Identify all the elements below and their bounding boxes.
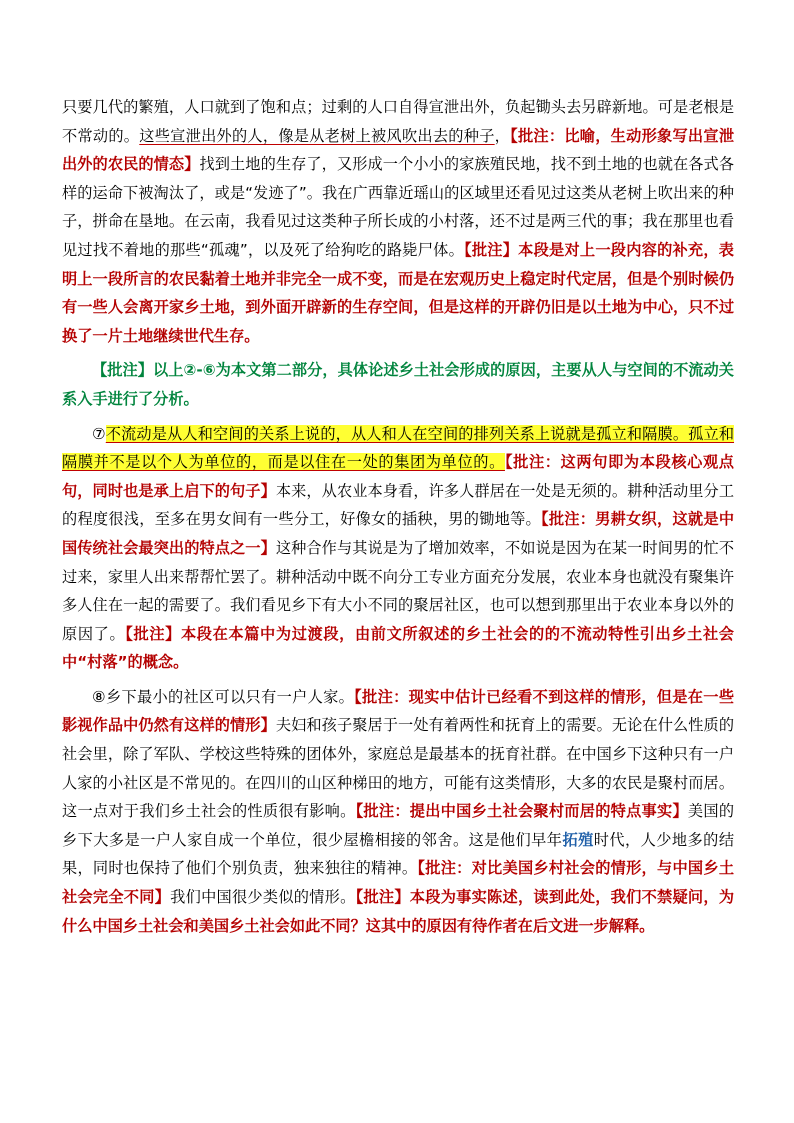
body-text: 美国的乡下大多是一户人家自成一个单位，很少屋檐相接的邻舍。这是他们早年	[62, 802, 735, 849]
body-text: 这种合作与其说是为了增加效率，不如说是因为在某一时间男的忙不过来，家里人出来帮帮忙罢了。耕种活动中既不向分工专业方面充分发展，农业本身也就没有聚集许多人住在一起的需要了。我们看见乡下有大小不同的聚居社区，也可以想到那里出于农业本身以外的原因了。	[62, 538, 735, 643]
annotation-village-fact: 【批注：提出中国乡土社会聚村而居的特点事实】	[355, 802, 688, 821]
paragraph-8	[62, 683, 734, 940]
body-text: 我们中国很少类似的情形。	[170, 888, 356, 907]
paragraph-7	[62, 420, 734, 677]
term-colonization: 拓殖	[562, 830, 594, 849]
annotation-paragraph-summary: 【批注】本段是对上一段内容的补充，表明上一段所言的农民黏着土地并非完全一成不变，而是在宏观历史上稳定时代定居，但是个别时候仍有一些人会离开家乡土地，到外面开辟新的生存空间，但是这样的开辟仍旧是以土地为中心，只不过换了一片土地继续世代生存。	[62, 240, 734, 345]
annotation-metaphor: 【批注：比喻，生动形象写出宣泄出外的农民的情态】	[62, 126, 735, 174]
paragraph-number: ⑦	[92, 424, 106, 443]
annotation-single-household: 【批注：现实中估计已经看不到这样的情形，但是在一些影视作品中仍然有这样的情形】	[62, 687, 735, 735]
annotation-comparison: 【批注：对比美国乡村社会的情形，与中国乡土社会完全不同】	[62, 859, 735, 907]
body-text: 找到土地的生存了，又形成一个小小的家族殖民地，找不到土地的也就在各式各样的运命下被淘汰了，或是“发迹了”。我在广西靠近瑶山的区域里还看见过这类从老树上吹出来的种子，拼命在垦地。在云南，我看见过这类种子所长成的小村落，还不过是两三代的事；我在那里也看见过找不着地的那些“孤魂”，以及死了给狗吃的路毙尸体。	[62, 155, 735, 259]
annotation-question: 【批注】本段为事实陈述，读到此处，我们不禁疑问，为什么中国乡土社会和美国乡土社会如此不同？这其中的原因有待作者在后文进一步解释。	[62, 888, 735, 935]
annotation-core-viewpoint: 【批注：这两句即为本段核心观点句，同时也是承上启下的句子】	[62, 453, 734, 500]
body-text: 本来，从农业本身看，许多人群居在一处是无须的。耕种活动里分工的程度很浅，至多在男女间有一些分工，好像女的插秧，男的锄地等。	[62, 481, 735, 529]
body-text: ，	[494, 126, 511, 145]
body-text: 时代，人少地多的结果，同时也保持了他们个别负责，独来独往的精神。	[62, 830, 735, 878]
document-body	[62, 93, 734, 940]
body-text: 乡下最小的社区可以只有一户人家。	[105, 687, 355, 706]
section-annotation: 【批注】以上②-⑥为本文第二部分，具体论述乡土社会形成的原因，主要从人与空间的不流动关系入手进行了分析。	[62, 361, 734, 408]
paragraph-number: ⑧	[92, 687, 106, 706]
body-text: 夫妇和孩子聚居于一处有着两性和抚育上的需要。无论在什么性质的社会里，除了军队、学校这些特殊的团体外，家庭总是最基本的抚育社群。在中国乡下这种只有一户人家的小社区是不常见的。在四川的山区种梯田的地方，可能有这类情形，大多的农民是聚村而居。这一点对于我们乡土社会的性质很有影响。	[62, 716, 735, 821]
paragraph-6-continued	[62, 93, 734, 350]
body-text: 只要几代的繁殖，人口就到了饱和点；过剩的人口自得宣泄出外，负起锄头去另辟新地。可是老根是不常动的。	[62, 98, 734, 145]
annotation-transition: 【批注】本段在本篇中为过渡段，由前文所叙述的乡土社会的的不流动特性引出乡土社会中“村落”的概念。	[62, 624, 734, 672]
underlined-metaphor-sentence: 这些宣泄出外的人，像是从老树上被风吹出去的种子	[139, 126, 495, 145]
highlighted-core-sentence: 不流动是从人和空间的关系上说的，从人和人在空间的排列关系上说就是孤立和隔膜。孤立和隔膜并不是以个人为单位的，而是以住在一处的集团为单位的。	[62, 424, 735, 472]
annotation-gender-division: 【批注：男耕女织，这就是中国传统社会最突出的特点之一】	[62, 510, 735, 557]
